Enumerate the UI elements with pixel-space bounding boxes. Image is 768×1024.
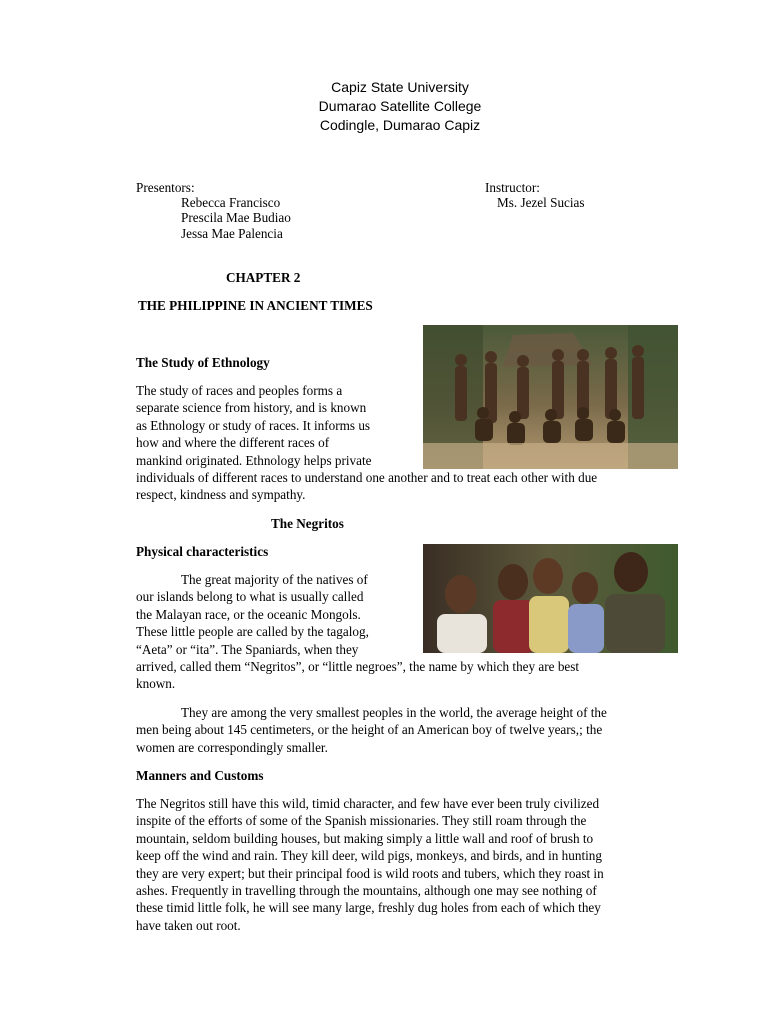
college-address: Codingle, Dumarao Capiz [319, 117, 481, 133]
presentor-name: Rebecca Francisco [181, 195, 281, 210]
instructor-name: Ms. Jezel Sucias [497, 195, 585, 210]
ethnology-heading: The Study of Ethnology [136, 355, 270, 370]
presentor-name: Jessa Mae Palencia [181, 226, 283, 241]
paragraph-line: men being about 145 centimeters, or the height of an American boy of twelve years,; the [136, 722, 603, 738]
manners-heading: Manners and Customs [136, 768, 264, 783]
college-name: Dumarao Satellite College [318, 98, 482, 114]
paragraph-line: individuals of different races to understand one another and to treat each other with due [136, 470, 598, 486]
negritos-heading: The Negritos [271, 516, 344, 531]
chapter-title: THE PHILIPPINE IN ANCIENT TIMES [138, 298, 373, 313]
ethnology-paragraph [136, 382, 682, 504]
paragraph-line: separate science from history, and is known [136, 400, 367, 416]
document-header [0, 78, 768, 135]
paragraph-line: they are very expert; but their principal food is wild roots and tubers, which they roast in [136, 865, 604, 881]
paragraph-line: These little people are called by the tagalog, [136, 624, 369, 640]
paragraph-line: mankind originated. Ethnology helps private [136, 452, 372, 468]
height-paragraph [136, 704, 682, 756]
paragraph-line: ashes. Frequently in travelling through the mountains, although one may see nothing of [136, 883, 597, 899]
physical-paragraph [136, 571, 682, 693]
paragraph-line: arrived, called them “Negritos”, or “little negroes”, the name by which they are best [136, 659, 580, 675]
paragraph-line: respect, kindness and sympathy. [136, 487, 306, 503]
presentor-name: Prescila Mae Budiao [181, 210, 291, 225]
paragraph-line: our islands belong to what is usually called [136, 589, 364, 605]
paragraph-line: women are correspondingly smaller. [136, 739, 328, 755]
paragraph-line: known. [136, 676, 176, 692]
instructor-label: Instructor: [485, 180, 540, 195]
paragraph-line: inspite of the efforts of some of the Spanish missionaries. They still roam through the [136, 813, 587, 829]
paragraph-line: the Malayan race, or the oceanic Mongols. [136, 606, 361, 622]
manners-paragraph [136, 795, 682, 934]
paragraph-line: how and where the different races of [136, 435, 330, 451]
physical-heading: Physical characteristics [136, 544, 269, 559]
paragraph-line: The Negritos still have this wild, timid character, and few have ever been truly civilized [136, 796, 600, 811]
paragraph-line: these timid little folk, he will see many large, freshly dug holes from each of which they [136, 900, 601, 916]
paragraph-line: keep off the wind and rain. They kill deer, wild pigs, monkeys, and birds, and in hunting [136, 848, 602, 864]
paragraph-line: “Aeta” or “ita”. The Spaniards, when they [136, 641, 359, 657]
paragraph-line: have taken out root. [136, 917, 241, 933]
chapter-label: CHAPTER 2 [226, 270, 301, 285]
paragraph-line: The great majority of the natives of [181, 572, 368, 587]
paragraph-line: as Ethnology or study of races. It informs us [136, 417, 371, 433]
university-name: Capiz State University [331, 79, 469, 95]
paragraph-line: They are among the very smallest peoples in the world, the average height of the [181, 705, 607, 720]
paragraph-line: mountain, seldom building houses, but making simply a little wall and roof of brush to [136, 830, 594, 846]
presentors-label: Presentors: [136, 180, 195, 195]
paragraph-line: The study of races and peoples forms a [136, 383, 343, 398]
